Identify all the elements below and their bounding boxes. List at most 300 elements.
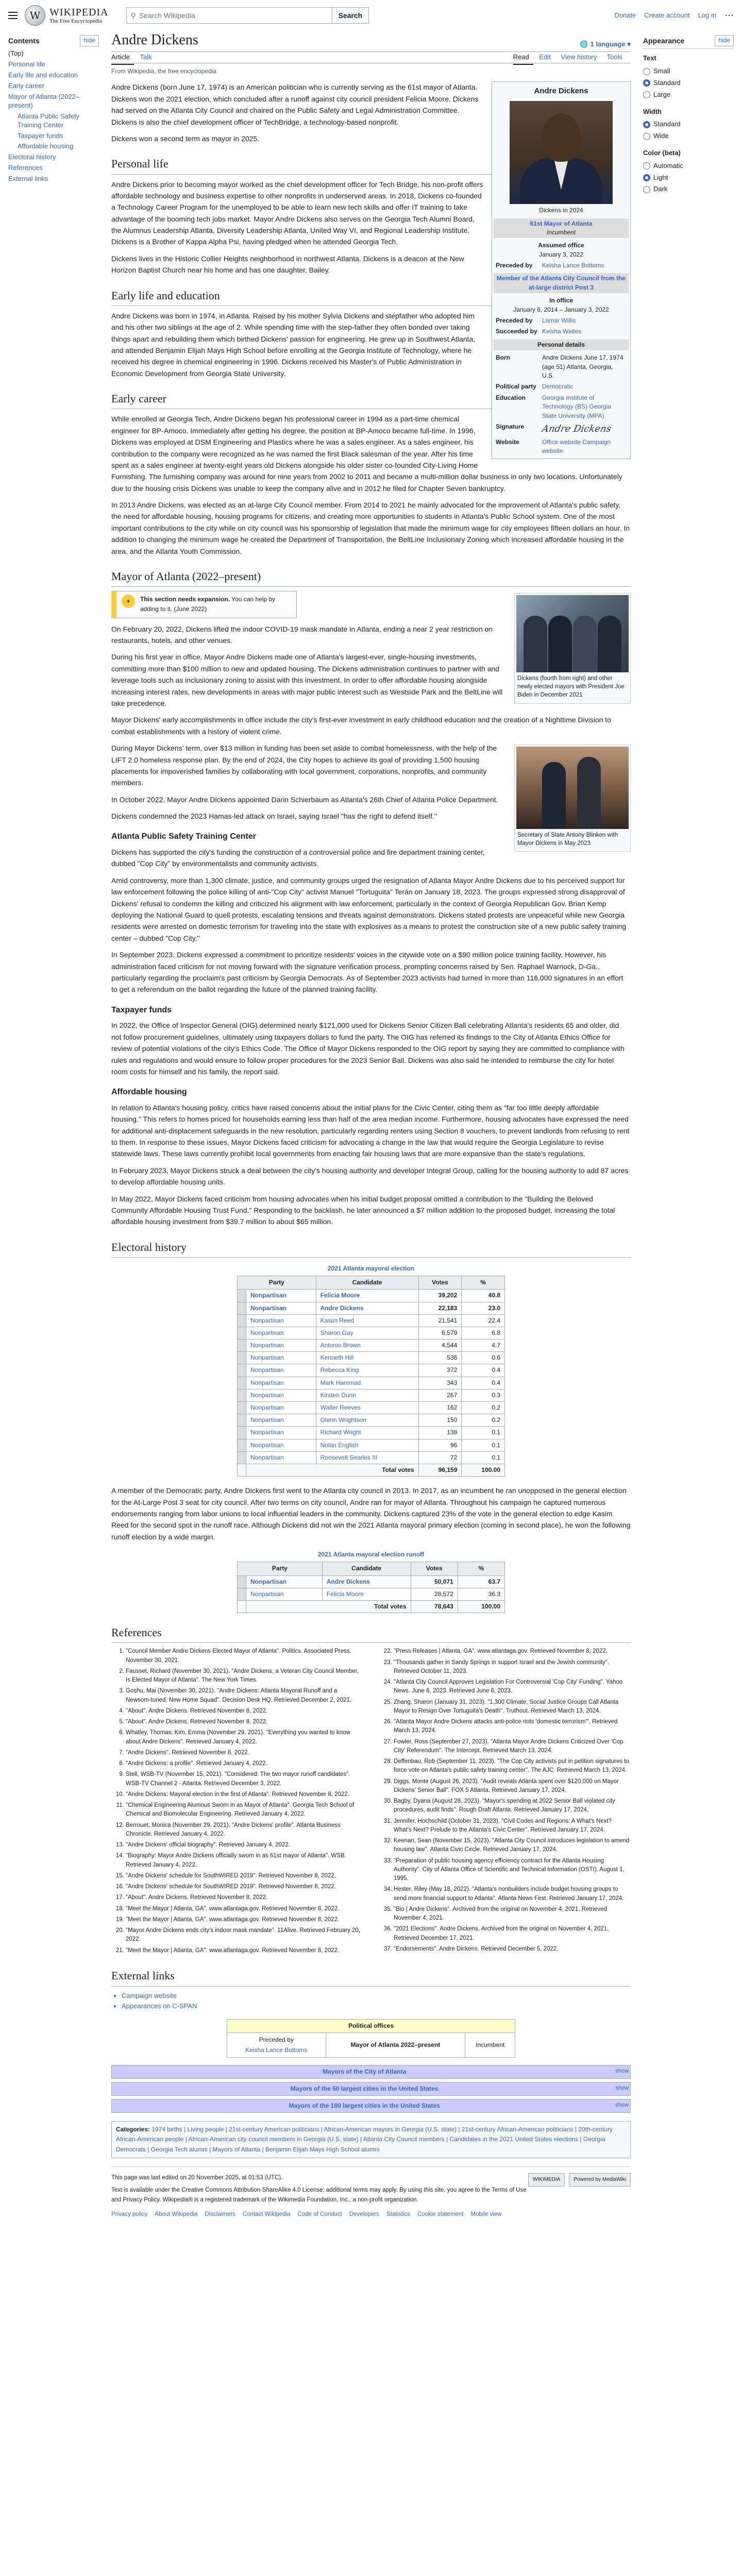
candidate-cell[interactable]: Andre Dickens: [322, 1575, 411, 1588]
candidate-cell[interactable]: Rebecca King: [316, 1364, 418, 1377]
width-option[interactable]: [643, 131, 734, 142]
radio-button-icon: [643, 68, 650, 75]
reference-item[interactable]: 36. "2021 Elections". Andre Dickens. Archived from the original on November 4, 2021. Retrieved December 17, 2021.: [394, 1925, 631, 1943]
votes-cell: 22,183: [418, 1302, 462, 1314]
lead-paragraph-1: Andre Dickens (born June 17, 1974) is an American politician who is currently serving as the 61st mayor of Atlanta. Dickens won the 2021 election, which concluded after a runoff against city council president Felicia Moore. Dickens had served on the Atlanta City Council and chaired on the Public Safety and Legal Administration Committee. Dickens is also the chief development officer of TechBridge, a technology-based nonprofit.: [111, 83, 479, 126]
career-paragraph-2: In 2013 Andre Dickens, was elected as an at-large City Council member. From 2014 to 2021 he mainly advocated for the improvement of Atlanta's public safety, the need for affordable housing, housing programs for citizens, and creating more opportunities to students in Atlanta's Public School system. One of the most important contributions to the city while on city council was his sponsorship of legislation that made the minimum wage for city employees fifteen dollars an hour. In addition to changing the minimum wage he created the Department of Transportation, the BeltLine Inclusionary Zoning which increased affordable housing in the area, and the Atlanta Youth Commission.: [111, 501, 630, 555]
party-cell[interactable]: Nonpartisan: [246, 1352, 316, 1364]
reference-item[interactable]: 11. "Chemical Engineering Alumnus Sworn in as Mayor of Atlanta". Georgia Tech School of Chemical and Biomolecular Engineering. Retrieved January 4, 2022.: [126, 1801, 363, 1819]
reference-item[interactable]: 25. Zhang, Sharon (January 31, 2023). "1,300 Climate, Social Justice Groups Call Atlanta Mayor to Resign Over Tortuguita's Death". Truthout. Retrieved March 13, 2024.: [394, 1698, 631, 1716]
party-cell[interactable]: Nonpartisan: [246, 1377, 316, 1389]
apstc-paragraph-2: Amid controversy, more than 1,300 climate, justice, and community groups urged the resignation of Atlanta Mayor Andre Dickens due to his perceived support for law enforcement following the police killing of anti-"Cop City" activist Manuel "Tortuguita" Terán on January 18, 2023. The groups expressed strong disapproval of Dickens' refusal to condemn the killing and criticized his alignment with law enforcement, particularly in the context of Georgia Republican Gov. Brian Kemp deploying the National Guard to quell protests, escalating tensions and threats against demonstrators. Dickens stated protests are unpeaceful while new Georgia residents were arrested on domestic terrorism for traveling into the state with explosives as a means to protest the construction site of a new public safety training center – dubbed "Cop City.": [111, 876, 627, 942]
candidate-cell[interactable]: Sharon Gay: [316, 1327, 418, 1339]
reference-item[interactable]: 2. Fausset, Richard (November 30, 2021). "Andre Dickens, a Veteran City Council Member, Is Elected Mayor of Atlanta". The New York Times.: [126, 1667, 363, 1685]
reference-item[interactable]: 29. Diggs, Monte (August 26, 2023). "Audit reveals Atlanta spent over $120,000 on Mayor Dickens' Senior Ball". FOX 5 Atlanta. Retrieved January 17, 2024.: [394, 1777, 631, 1795]
percent-cell: 0.3: [462, 1389, 505, 1401]
create-account-link[interactable]: Create account: [644, 11, 690, 19]
candidate-cell[interactable]: Felicia Moore: [322, 1588, 411, 1600]
tab-article[interactable]: Article: [111, 50, 134, 65]
reference-item[interactable]: 16. "Andre Dickens' schedule for SouthWIRED 2019". Retrieved November 8, 2022.: [126, 1883, 363, 1891]
succeeded-row-2: [494, 326, 629, 337]
office-2-link[interactable]: Member of the Atlanta City Council from the at-large district Post 3: [496, 275, 626, 291]
reference-item[interactable]: 7. "Andre Dickens". Retrieved November 8, 2022.: [126, 1749, 363, 1757]
succeeded-link[interactable]: Keisha Waites: [542, 328, 582, 335]
candidate-cell[interactable]: Richard Wright: [316, 1427, 418, 1439]
election-caption[interactable]: 2021 Atlanta mayoral election: [327, 1264, 415, 1272]
reference-item[interactable]: 28. Deffenbau, Rob (September 11, 2023). "The Cop City activists put in petition signatures to force vote on Atlanta's public safety training center". The AJC. Retrieved March 13, 2024.: [394, 1757, 631, 1775]
appearance-panel: [643, 31, 734, 2240]
education-row: [494, 393, 629, 421]
assumed-date: January 3, 2022: [538, 250, 584, 258]
column-header: Votes: [418, 1276, 462, 1290]
percent-cell: 0.1: [462, 1451, 505, 1464]
heading-personal-life: Personal life: [111, 155, 631, 174]
candidate-cell[interactable]: Glenn Wrightson: [316, 1414, 418, 1427]
heading-taxpayer: Taxpayer funds: [111, 1005, 172, 1014]
thumb-blinken-caption: Secretary of State Antony Blinken with Mayor Dickens in May 2023: [517, 832, 618, 847]
candidate-cell[interactable]: Nolan English: [316, 1439, 418, 1451]
tab-edit[interactable]: Edit: [539, 53, 551, 61]
total-votes: 78,643: [411, 1600, 458, 1613]
percent-cell: 6.8: [462, 1327, 505, 1339]
votes-cell: 536: [418, 1352, 462, 1364]
party-cell[interactable]: Nonpartisan: [246, 1364, 316, 1377]
website-link[interactable]: Office website Campaign website: [542, 438, 611, 455]
party-cell[interactable]: Nonpartisan: [246, 1439, 316, 1451]
thumb-biden: [514, 593, 631, 703]
reference-item[interactable]: 27. Fowler, Ross (September 27, 2023). "Atlanta Mayor Andre Dickens Criticized Over 'Cop City' Referendum". The Intercept. Retrieved March 13, 2024.: [394, 1738, 631, 1756]
personal-paragraph-1: Andre Dickens prior to becoming mayor worked as the chief development officer for Tech Bridge, his non-profit offers affordable technology and business expertise to other nonprofits in underserved areas. In 2018, Dickens co-founded a Technology Career Program for the unemployed to be able to learn new tech skills and offer IT training to take advantage of the booming tech jobs market. Mayor Andre Dickens also serves on the Georgia Tech Alumni Board, the Alumnus Leadership Atlanta, Diversity Leadership Atlanta, United Way VI, and Regional Leadership Institute. Dickens is a Brother of Kappa Alpha Psi, having pledged when he attended Georgia Tech.: [111, 180, 483, 246]
more-options-icon[interactable]: ⋯: [724, 10, 734, 21]
language-icon: 🌐: [580, 40, 588, 48]
table-row: [238, 1290, 505, 1302]
categories-label: Categories:: [116, 2126, 150, 2133]
office-1-link[interactable]: 61st Mayor of Atlanta: [530, 219, 593, 227]
page-tabs: [111, 52, 631, 63]
apstc-paragraph-3: In September 2023, Dickens expressed a commitment to prioritize residents' voices in the citywide vote on a $90 million police training facility. However, his administration faced criticism for not moving forward with the signature verification process, prompting concerns raised by Sen. Raphael Warnock, D-Ga., particularly regarding the proclaim's past criticism by Georgia Democrats. As of September 2023 activists had turned in more than 116,000 signatures in an effort to get a referendum on the ballot regarding the future of the planned training facility.: [111, 951, 623, 994]
heading-external-links: External links: [111, 1967, 631, 1986]
chevron-down-icon: ▾: [627, 40, 631, 48]
footer-link[interactable]: Contact Wikipedia: [242, 2211, 291, 2218]
notice-body: You can help by adding to it. (June 2022): [140, 596, 276, 613]
user-tools: [614, 8, 734, 23]
table-row: [238, 1302, 505, 1314]
navbox-show-button[interactable]: show: [615, 2067, 629, 2074]
footer-link[interactable]: Cookie statement: [417, 2211, 464, 2218]
tab-tools[interactable]: Tools: [606, 53, 622, 61]
party-color-bar: [238, 1427, 246, 1439]
party-cell[interactable]: Nonpartisan: [246, 1414, 316, 1427]
party-cell[interactable]: Nonpartisan: [246, 1389, 316, 1401]
votes-cell: 162: [418, 1402, 462, 1414]
mayor-paragraph-2: During his first year in office, Mayor Andre Dickens made one of Atlanta's largest-ever, single-housing investments, committing more than $100 million to new and updated housing. The Dickens administration continues to partner with and leverage tools such as inclusionary zoning to assist with this investment. In order to offer affordable housing alongside increasing interest rates, new developments in areas with major public interest such as Westside Park and the BeltLine will take precedence.: [111, 653, 503, 707]
external-link[interactable]: • Campaign website: [122, 1991, 631, 2002]
navbox-header[interactable]: [112, 2065, 630, 2078]
column-header: Candidate: [316, 1276, 418, 1290]
appearance-hide-button[interactable]: hide: [715, 35, 734, 46]
reference-item[interactable]: 22. "Press Releases | Atlanta, GA". www.atlantaga.gov. Retrieved November 8, 2022.: [394, 1647, 631, 1656]
external-link[interactable]: • Appearances on C-SPAN: [122, 2001, 631, 2012]
toc-item[interactable]: Early life and education: [8, 71, 78, 79]
personal-details-head: Personal details: [494, 340, 629, 350]
born-label: Born: [496, 354, 510, 362]
column-header: %: [458, 1562, 504, 1575]
mayor-paragraph-4: During Mayor Dickens' term, over $13 million in funding has been set aside to combat homelessness, with the help of the LIFT 2.0 homeless response plan. By the end of 2024, the City hopes to achieve its goal of providing 1,500 housing placements for impoverished families by collaborating with local government, corporations, nonprofits, and community members.: [111, 744, 497, 787]
education-label: Education: [496, 394, 526, 401]
runoff-table-2021: [237, 1548, 505, 1613]
table-row: [238, 1364, 505, 1377]
infobox-portrait[interactable]: [510, 101, 613, 204]
page-footer: [111, 2166, 631, 2240]
candidate-cell[interactable]: Walter Reeves: [316, 1402, 418, 1414]
lead-paragraph-2: Dickens won a second term as mayor in 2025.: [111, 134, 260, 143]
language-button[interactable]: [580, 39, 631, 50]
table-row: [238, 1377, 505, 1389]
party-cell[interactable]: Nonpartisan: [246, 1290, 316, 1302]
website-label: Website: [496, 438, 519, 446]
candidate-cell[interactable]: Antonio Brown: [316, 1340, 418, 1352]
early-paragraph-1: Andre Dickens was born in 1974, in Atlanta. Raised by his mother Sylvia Dickens and stepfather who adopted him and his other two siblings at the age of 2. While spending time with the step-father they often bonded over taking things apart and rebuilding them which birthed Dickens' passion for engineering. He grew up in Southwest Atlanta, and attended Benjamin Elijah Mays High School before enrolling at the Georgia Institute of Technology, where he received his degree in chemical engineering in 1996. Dickens received his Master's of Public Administration in Economic Development from Georgia State University.: [111, 311, 476, 378]
heading-apstc: Atlanta Public Safety Training Center: [111, 832, 256, 841]
signature-row: [494, 421, 629, 437]
toc-item[interactable]: Mayor of Atlanta (2022–present): [8, 92, 80, 109]
reference-item[interactable]: 15. "Andre Dickens' schedule for SouthWIRED 2019". Retrieved November 8, 2022.: [126, 1872, 363, 1880]
expand-notice-icon: +: [122, 595, 135, 608]
thumb-biden-caption: Dickens (fourth from right) and other newly elected mayors with President Joe Biden in December 2021: [517, 675, 625, 699]
election-header-row: [238, 1276, 505, 1290]
party-cell[interactable]: Nonpartisan: [246, 1588, 323, 1600]
color-option-label: Automatic: [653, 161, 683, 170]
candidate-cell[interactable]: Mark Hammad: [316, 1377, 418, 1389]
candidate-cell[interactable]: Kasim Reed: [316, 1314, 418, 1327]
succession-succeeded: Incumbent: [465, 2033, 515, 2057]
search-button[interactable]: Search: [332, 7, 369, 24]
votes-cell: 39,202: [418, 1290, 462, 1302]
assumed-office: [494, 240, 629, 260]
toc-header: [8, 35, 99, 46]
log-in-link[interactable]: Log in: [698, 11, 716, 19]
text-option-label: Large: [653, 90, 671, 98]
party-color-bar: [238, 1389, 246, 1401]
percent-cell: 0.4: [462, 1364, 505, 1377]
preceded-link-2[interactable]: Lamar Willis: [542, 317, 576, 325]
search-input[interactable]: [126, 7, 332, 24]
reference-item[interactable]: 17. "About". Andre Dickens. Retrieved November 8, 2022.: [126, 1893, 363, 1902]
table-row: [238, 1451, 505, 1464]
reference-item[interactable]: 9. Stell, WSB-TV (November 15, 2021). "Considered: The two mayor runoff candidates". WSB-TV Channel 2 - Atlanta. Retrieved December 3, 2022.: [126, 1770, 363, 1788]
succession-preceded: [227, 2033, 326, 2057]
party-color-bar: [238, 1327, 246, 1339]
footer-link[interactable]: About Wikipedia: [155, 2211, 198, 2218]
navbox-show-button[interactable]: show: [615, 2102, 629, 2109]
party-color-bar: [238, 1588, 246, 1600]
percent-cell: 0.6: [462, 1352, 505, 1364]
election-table-2021: [237, 1262, 505, 1477]
candidate-cell[interactable]: Roosevelt Searles III: [316, 1451, 418, 1464]
color-option[interactable]: [643, 173, 734, 183]
wikipedia-globe-icon: W: [25, 5, 45, 26]
reference-item[interactable]: 6. Whatley, Thomas; Kim, Emma (November 29, 2021). "Everything you wanted to know about Andre Dickens". Retrieved January 4, 2022.: [126, 1728, 363, 1747]
votes-cell: 150: [418, 1414, 462, 1427]
footer-links: [111, 2210, 631, 2219]
candidate-cell[interactable]: Andre Dickens: [316, 1302, 418, 1314]
table-row: [238, 1439, 505, 1451]
footer-link[interactable]: Developers: [349, 2211, 380, 2218]
navbox: [111, 2065, 631, 2079]
wikimedia-badge[interactable]: WIKIMEDIA: [528, 2173, 565, 2187]
reference-item[interactable]: 12. Berrouet, Monica (November 29, 2021). "Andre Dickens' profile". Atlanta Business Chronicle. Retrieved January 4, 2022.: [126, 1821, 363, 1839]
signature-label: Signature: [496, 422, 525, 430]
reference-item[interactable]: 4. "About". Andre Dickens. Retrieved November 8, 2022.: [126, 1707, 363, 1716]
reference-item[interactable]: 34. Hester, Riley (May 18, 2022). "Atlanta's nonbuilders include budget housing groups to send more financial support to Atlanta". Atlanta News First. Retrieved January 17, 2024.: [394, 1885, 631, 1903]
license-text: Text is available under the Creative Commons Attribution-ShareAlike 4.0 License; additional terms may apply. By using this site, you agree to the Terms of Use and Privacy Policy. Wikipedia® is a registered trademark of the Wikimedia Foundation, Inc., a non-profit organization.: [111, 2187, 527, 2203]
navbox-title[interactable]: Mayors of the 50 largest cities in the United States: [290, 2084, 439, 2092]
percent-cell: 0.1: [462, 1427, 505, 1439]
reference-item[interactable]: 23. "Thousands gather in Sandy Springs in support Israel and the Jewish community". Retrieved October 11, 2023.: [394, 1658, 631, 1676]
footer-link[interactable]: Privacy policy: [111, 2211, 148, 2218]
reference-item[interactable]: 8. "Andre Dickens: a profile". Retrieved January 4, 2022.: [126, 1759, 363, 1768]
column-header: %: [462, 1276, 505, 1290]
navbox-title[interactable]: Mayors of the City of Atlanta: [323, 2067, 407, 2075]
width-option-label: Standard: [653, 120, 681, 128]
site-header: [0, 0, 742, 31]
mayor-paragraph-5: In October 2022, Mayor Andre Dickens appointed Darin Schierbaum as Atlanta's 26th Chief of Atlanta Police Department.: [111, 795, 498, 804]
reference-item[interactable]: 24. "Atlanta City Council Approves Legislation For Controversial 'Cop City' Funding". Yahoo News. June 6, 2023. Retrieved June 6, 2023.: [394, 1678, 631, 1696]
categories-list[interactable]: 1974 births | Living people | 21st-century American politicians | African-American mayors in Georgia (U.S. state) | 21st-century African-American politicians | 20th-century African-American people | African-American city council members in Georgia (U.S. state) | Atlanta City Council members | Candidates in the 2021 United States elections | Georgia Democrats | Georgia Tech alumni | Mayors of Atlanta | Benjamin Elijah Mays High School alumni: [116, 2126, 613, 2153]
reference-item[interactable]: 14. "Biography: Mayor Andre Dickens officially sworn in as 61st mayor of Atlanta". WSB. Retrieved January 4, 2022.: [126, 1852, 363, 1870]
toc-item[interactable]: Electoral history: [8, 153, 56, 161]
reference-item[interactable]: 33. "Preparation of public housing agency efficiency contract for the Atlanta Housing Authority". City of Atlanta Office of Scientific and Technical Information (OSTI). August 1, 1995.: [394, 1857, 631, 1884]
percent-cell: 0.4: [462, 1377, 505, 1389]
party-cell[interactable]: Nonpartisan: [246, 1451, 316, 1464]
mediawiki-badge[interactable]: Powered by MediaWiki: [569, 2173, 631, 2187]
toc-item[interactable]: Affordable housing: [18, 142, 74, 150]
toc-item[interactable]: Atlanta Public Safety Training Center: [18, 112, 79, 129]
reference-item[interactable]: 26. "Atlanta Mayor Andre Dickens attacks anti-police riots 'domestic terrorism'". Retrieved March 13, 2024.: [394, 1718, 631, 1736]
reference-item[interactable]: 35. "Bio | Andre Dickens". Archived from the original on November 4, 2021. Retrieved November 4, 2021.: [394, 1905, 631, 1923]
radio-button-icon: [643, 121, 650, 128]
footer-link[interactable]: Code of Conduct: [297, 2211, 342, 2218]
candidate-cell[interactable]: Felicia Moore: [316, 1290, 418, 1302]
toc-item[interactable]: (Top): [8, 49, 24, 58]
heading-early-career: Early career: [111, 389, 631, 409]
heading-electoral: Electoral history: [111, 1238, 631, 1258]
reference-item[interactable]: 3. Goshu, Mai (November 30, 2021). "Andre Dickens: Atlanta Mayoral Runoff and a Newsom-tuned, New Home Squad". Decision Desk HQ. Retrieved December 2, 2021.: [126, 1687, 363, 1705]
votes-cell: 28,572: [411, 1588, 458, 1600]
text-option[interactable]: [643, 90, 734, 100]
reference-item[interactable]: 13. "Andre Dickens' official biography". Retrieved January 4, 2022.: [126, 1841, 363, 1850]
office-1-status: Incumbent: [546, 228, 576, 236]
table-of-contents: [8, 31, 99, 2240]
table-row: [238, 1402, 505, 1414]
expansion-notice: [111, 591, 297, 618]
wikipedia-logo[interactable]: [25, 5, 109, 26]
radio-button-icon: [643, 174, 650, 181]
reference-item[interactable]: 30. Bagby, Dyana (August 28, 2023). "Mayor's spending at 2022 Senior Ball violated city procedures, audit finds". Rough Draft Atlanta. Retrieved January 17, 2024.: [394, 1797, 631, 1815]
succession-preceded-label: Preceded by: [259, 2036, 294, 2044]
party-color-bar: [238, 1290, 246, 1302]
party-color-bar: [238, 1314, 246, 1327]
text-size-label: Text: [643, 54, 656, 62]
reference-list: [111, 1647, 631, 1956]
table-row: [238, 1414, 505, 1427]
party-color-bar: [238, 1377, 246, 1389]
votes-cell: 6,579: [418, 1327, 462, 1339]
navbox: [111, 2082, 631, 2096]
table-row: [238, 1575, 505, 1588]
navbox-header[interactable]: [112, 2099, 630, 2112]
reference-item[interactable]: 18. "Meet the Mayor | Atlanta, GA". www.atlantaga.gov. Retrieved November 8, 2022.: [126, 1905, 363, 1913]
color-option[interactable]: [643, 161, 734, 172]
toc-list: [8, 49, 99, 183]
reference-item[interactable]: 5. "About". Andre Dickens. Retrieved November 8, 2022.: [126, 1718, 363, 1726]
party-color-bar: [238, 1575, 246, 1588]
width-label: Width: [643, 107, 662, 115]
photo-mayors-with-biden[interactable]: [516, 595, 629, 672]
category-links: [111, 2121, 631, 2158]
taxpayer-paragraph-1: In 2022, the Office of Inspector General (OIG) determined nearly $121,000 used for Dickens Senior Citizen Ball celebrating Atlanta's residents 65 and older, did not follow procurement guidelines, ultimately using taxpayers dollars to fund the party. The OIG has referred its findings to the City of Atlanta Ethics Office for review of potential violations of the city's Ethics Code. The Office of Mayor Dickens responded to the OIG report by saying they are committed to compliance with rules and regulations and would ensure to follow proper procedures for the 2023 Senior Ball. Dickens was also said he intended to reimburse the city for hotel room costs for himself and his family, the report said.: [111, 1021, 625, 1076]
reference-item[interactable]: 20. "Mayor Andre Dickens ends city's indoor mask mandate". 11Alive. Retrieved February 20, 2022.: [126, 1926, 363, 1944]
navbox-title[interactable]: Mayors of the 100 largest cities in the United States: [289, 2102, 440, 2110]
wikipedia-tagline: The Free Encyclopedia: [49, 18, 103, 24]
search-form: [126, 7, 369, 24]
party-cell[interactable]: Nonpartisan: [246, 1314, 316, 1327]
photo-blinken-dickens[interactable]: [516, 747, 629, 829]
born-row: [494, 352, 629, 381]
total-row: [238, 1464, 505, 1476]
reference-item[interactable]: 10. "Andre Dickens: Mayoral election in the first of Atlanta". Retrieved November 8, 2022.: [126, 1790, 363, 1799]
text-option-label: Small: [653, 67, 670, 75]
width-option[interactable]: [643, 119, 734, 130]
tab-view-history[interactable]: View history: [561, 53, 597, 61]
navbox-header[interactable]: [112, 2082, 630, 2095]
title-row: [111, 31, 631, 52]
votes-cell: 21,541: [418, 1314, 462, 1327]
percent-cell: 63.7: [458, 1575, 504, 1588]
percent-cell: 36.3: [458, 1588, 504, 1600]
runoff-caption[interactable]: 2021 Atlanta mayoral election runoff: [317, 1551, 425, 1558]
total-votes: 96,159: [418, 1464, 462, 1476]
percent-cell: 22.4: [462, 1314, 505, 1327]
electoral-paragraph: A member of the Democratic party, Andre Dickens first went to the Atlanta city council in 2013. In 2017, as an incumbent he ran unopposed in the general election for the At-Large Post 3 seat for city council. After two terms on city council, Andre ran for mayor of Atlanta. Throughout his campaign he captured numerous endorsements ranging from labor unions to local influential leaders in the community. Dickens captured 23% of the vote in the general election to edge Kasim Reed for the second spot in the runoff race. Although Dickens did not win the 2021 Atlanta mayoral primary election (coming in second place), he won the following runoff election by a wide margin.: [111, 1486, 631, 1541]
reference-item[interactable]: 1. "Council Member Andre Dickens Elected Mayor of Atlanta". Politics. Associated Press. November 30, 2021.: [126, 1647, 363, 1665]
reference-item[interactable]: 19. "Meet the Mayor | Atlanta, GA". www.atlantaga.gov. Retrieved November 8, 2022.: [126, 1916, 363, 1924]
party-color-bar: [238, 1414, 246, 1427]
tab-read[interactable]: Read: [513, 50, 533, 65]
infobox-office-2: [494, 273, 629, 293]
succession-preceded-link[interactable]: Keisha Lance Bottoms: [245, 2046, 308, 2054]
toc-hide-button[interactable]: hide: [80, 35, 99, 46]
runoff-header-row: [238, 1562, 505, 1575]
party-link[interactable]: Democratic: [542, 383, 574, 391]
main-menu-icon[interactable]: [8, 12, 18, 19]
search-icon: ⚲: [130, 11, 136, 20]
toc-item[interactable]: Taxpayer funds: [18, 131, 63, 140]
appearance-header: [643, 35, 734, 49]
tab-talk[interactable]: Talk: [140, 53, 152, 61]
heading-mayor: Mayor of Atlanta (2022–present): [111, 567, 631, 587]
succession-box: [227, 2019, 515, 2058]
candidate-cell[interactable]: Kirsten Dunn: [316, 1389, 418, 1401]
percent-cell: 0.2: [462, 1402, 505, 1414]
born-value: Andre Dickens June 17, 1974 (age 51) Atlanta, Georgia, U.S.: [542, 354, 623, 379]
color-option[interactable]: [643, 184, 734, 195]
total-bar: [238, 1464, 246, 1476]
navboxes: [111, 2065, 631, 2113]
votes-cell: 4,544: [418, 1340, 462, 1352]
percent-cell: 0.1: [462, 1439, 505, 1451]
party-label: Political party: [496, 383, 536, 391]
external-links: [111, 1991, 631, 2012]
toc-item[interactable]: References: [8, 164, 43, 172]
table-row: [238, 1389, 505, 1401]
succession-head: Political offices: [227, 2020, 515, 2033]
votes-cell: 50,071: [411, 1575, 458, 1588]
heading-housing: Affordable housing: [111, 1088, 187, 1097]
footer-link[interactable]: Disclaimers: [205, 2211, 235, 2218]
party-cell[interactable]: Nonpartisan: [246, 1340, 316, 1352]
table-row: [238, 1352, 505, 1364]
thumb-blinken: [514, 744, 631, 852]
party-cell[interactable]: Nonpartisan: [246, 1327, 316, 1339]
infobox-name: Andre Dickens: [534, 87, 588, 96]
party-color-bar: [238, 1340, 246, 1352]
column-header: Candidate: [322, 1562, 411, 1575]
party-cell[interactable]: Nonpartisan: [246, 1575, 323, 1588]
toc-item[interactable]: Early career: [8, 82, 45, 90]
personal-paragraph-2: Dickens lives in the Historic Collier Heights neighborhood in northwest Atlanta. Dickens is a deacon at the New Horizon Baptist Church near his home and has one daughter, Bailey.: [111, 254, 464, 275]
text-option[interactable]: [643, 78, 734, 89]
footer-link[interactable]: Statistics: [386, 2211, 411, 2218]
reference-item[interactable]: 32. Keenan, Sean (November 15, 2023). "Atlanta City Council introduces legislation to amend housing law". Atlanta Civic Circle. Retrieved January 17, 2024.: [394, 1837, 631, 1855]
color-option-label: Light: [653, 173, 668, 181]
heading-early-life: Early life and education: [111, 286, 631, 306]
toc-item[interactable]: External links: [8, 175, 48, 183]
text-option[interactable]: [643, 66, 734, 77]
toc-item[interactable]: Personal life: [8, 60, 45, 69]
text-size-group: [643, 53, 734, 100]
preceded-link-1[interactable]: Keisha Lance Bottoms: [542, 262, 604, 269]
width-option-label: Wide: [653, 132, 669, 140]
percent-cell: 4.7: [462, 1340, 505, 1352]
in-office: [494, 295, 629, 315]
party-cell[interactable]: Nonpartisan: [246, 1427, 316, 1439]
column-header: Votes: [411, 1562, 458, 1575]
color-group: [643, 148, 734, 195]
footer-link[interactable]: Mobile view: [470, 2211, 502, 2218]
party-cell[interactable]: Nonpartisan: [246, 1402, 316, 1414]
education-link[interactable]: Georgia Institute of Technology (BS) Georgia State University (MPA): [542, 394, 612, 419]
housing-paragraph-1: In relation to Atlanta's housing policy, critics have raised concerns about the initial plans for the Civic Center, citing them as "far too little deeply affordable housing." This refers to homes priced for households earning less than half of the area median income. Furthermore, housing advocates have expressed the need for additional anti-displacement safeguards in the new resolution, particularly regarding renters using Section 8 vouchers, to prevent landlords from refusing to rent to them. In response to these issues, Mayor Dickens faced criticism for advocating a change in the law that would require the Georgia Legislature to revise statewide laws. These laws currently prohibit local governments from enacting fair housing laws that are more expansive than the state's regulations.: [111, 1103, 630, 1158]
navbox-show-button[interactable]: show: [615, 2084, 629, 2091]
reference-item[interactable]: 31. Jennifer, Hochschild (October 31, 2023). "Civil Codes and Regions: A What's Next? What's Next? Prelude to the Atlanta's Civic Center". Retrieved January 17, 2024.: [394, 1817, 631, 1835]
preceded-label-1: Preceded by: [496, 262, 533, 269]
language-label: 1 language: [590, 40, 626, 48]
signature-image: Andre Dickens: [541, 423, 613, 434]
apstc-paragraph-1: Dickens has supported the city's funding the construction of a controversial police and fire department training center, dubbed "Cop City" by environmentalists and community activists.: [111, 848, 485, 868]
in-office-label: In office: [549, 297, 573, 304]
reference-item[interactable]: 21. "Meet the Mayor | Atlanta, GA". www.atlantaga.gov. Retrieved November 8, 2022.: [126, 1946, 363, 1955]
reference-item[interactable]: 37. "Endorsements". Andre Dickens. Retrieved December 5, 2022.: [394, 1945, 631, 1954]
party-cell[interactable]: Nonpartisan: [246, 1302, 316, 1314]
party-color-bar: [238, 1402, 246, 1414]
appearance-title: Appearance: [643, 37, 685, 45]
table-row: [238, 1327, 505, 1339]
donate-link[interactable]: Donate: [614, 11, 636, 19]
in-office-dates: January 6, 2014 – January 3, 2022: [513, 306, 609, 313]
candidate-cell[interactable]: Kenneth Hill: [316, 1352, 418, 1364]
percent-cell: 23.0: [462, 1302, 505, 1314]
